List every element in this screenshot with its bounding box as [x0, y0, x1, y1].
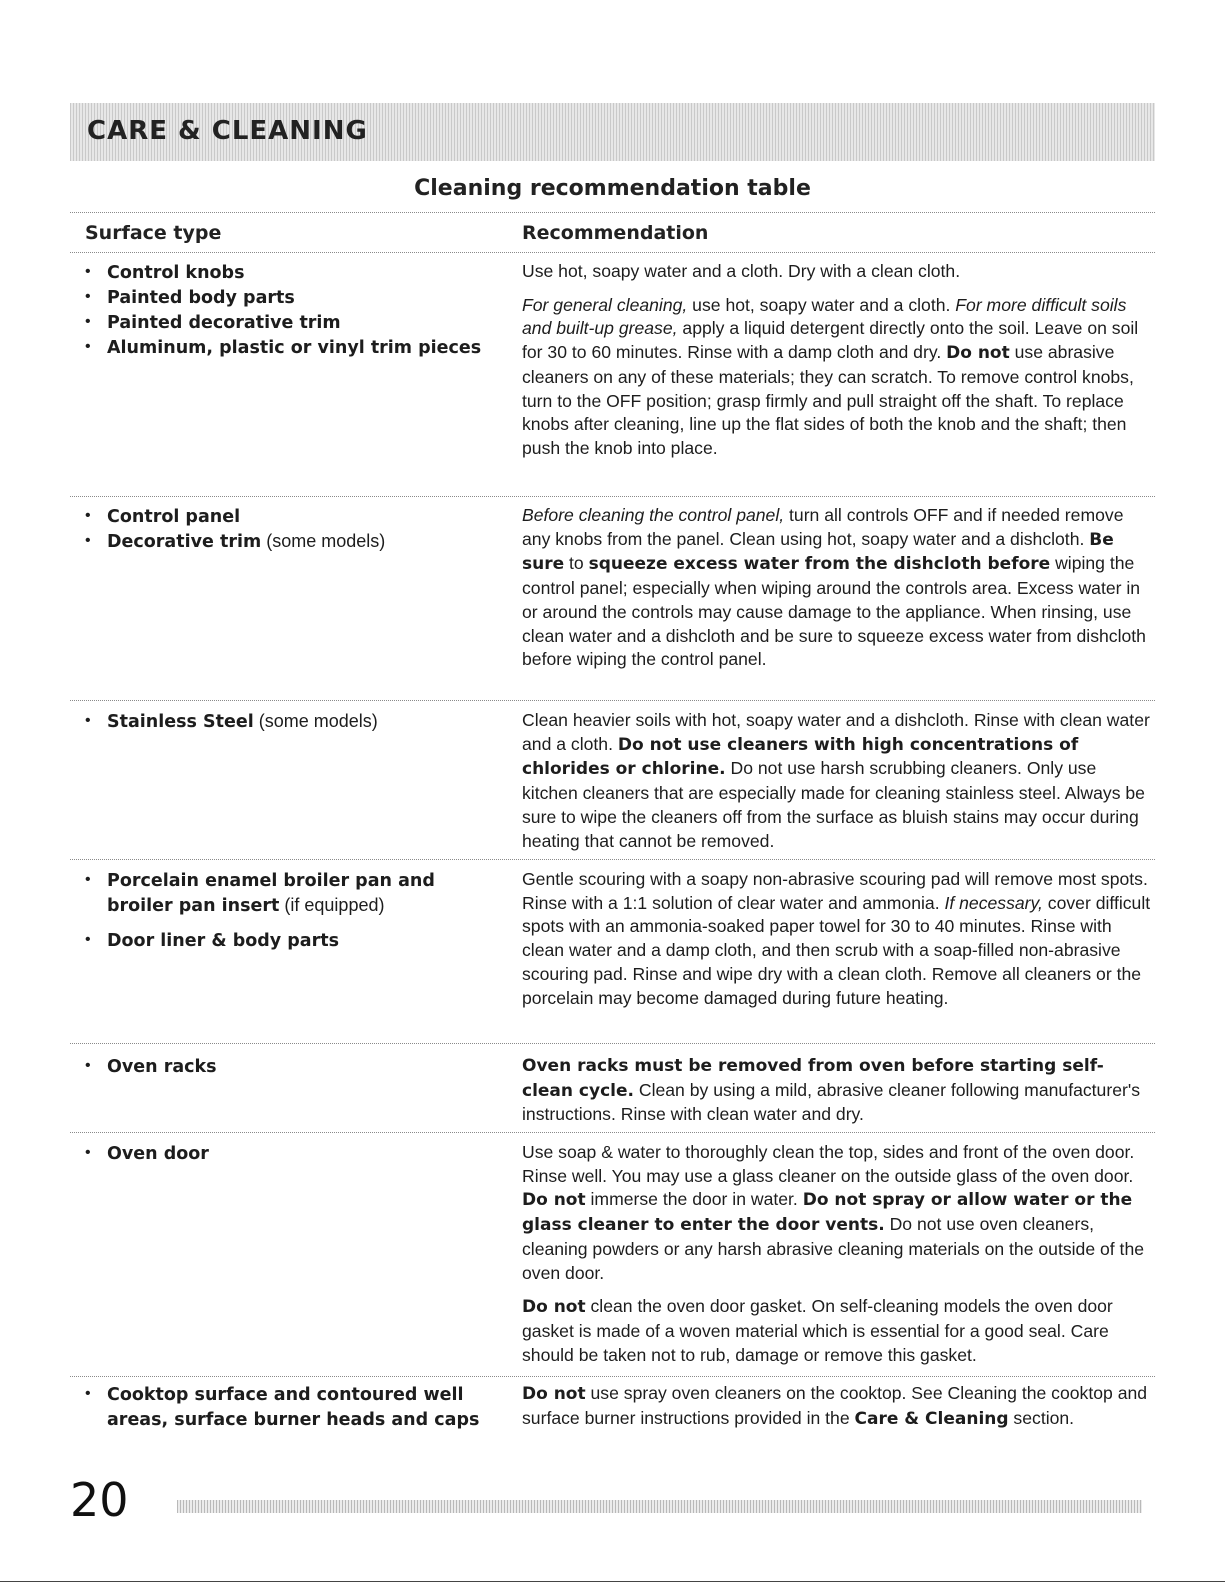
surface-list — [84, 1382, 504, 1432]
surface-list — [84, 868, 504, 953]
list-item: • Stainless Steel (some models) — [84, 709, 504, 734]
list-item: • Control panel — [84, 504, 504, 529]
surface-list — [84, 504, 504, 554]
section-banner — [70, 103, 1155, 161]
list-item: • Oven racks — [84, 1054, 504, 1079]
divider — [70, 496, 1155, 497]
list-item: • Aluminum, plastic or vinyl trim pieces — [84, 335, 504, 360]
list-item: • Decorative trim (some models) — [84, 529, 504, 554]
list-item: • Painted body parts — [84, 285, 504, 310]
page-edge — [0, 1581, 1225, 1582]
surface-list — [84, 1141, 504, 1166]
list-item: • Door liner & body parts — [84, 928, 504, 953]
table-title: Cleaning recommendation table — [414, 176, 811, 201]
list-item: • Oven door — [84, 1141, 504, 1166]
divider — [70, 700, 1155, 701]
surface-list — [84, 709, 504, 734]
recommendation-text: Do not use spray oven cleaners on the cooktop. See Cleaning the cooktop and surface burner instructions provided in the Care & Cleaning section. — [522, 1383, 1148, 1429]
list-item: • Porcelain enamel broiler pan and broiler pan insert (if equipped) — [84, 868, 504, 918]
divider — [70, 1132, 1155, 1133]
surface-list — [84, 260, 504, 360]
surface-list — [84, 1054, 504, 1079]
footer-bar — [177, 1500, 1142, 1513]
recommendation-text: Use hot, soapy water and a cloth. Dry with a clean cloth. For general cleaning, use hot, soapy water and a cloth. For more difficult soils and built-up grease, apply a liquid detergent directly onto the soil. Leave on soil for 30 to 60 minutes. Rinse with a damp cloth and dry. Do not use abrasive cleaners on any of these materials; they can scratch. To remove control knobs, turn to the OFF position; grasp firmly and pull straight off the shaft. To replace knobs after cleaning, line up the flat sides of both the knob and the shaft; then push the knob into place. — [522, 261, 1139, 458]
recommendation-text: Gentle scouring with a soapy non-abrasive scouring pad will remove most spots. Rinse with a 1:1 solution of clear water and ammonia. If necessary, cover difficult spots with an ammonia-soaked paper towel for 30 to 40 minutes. Rinse with clean water and a damp cloth, and then scrub with a soap-filled non-abrasive scouring pad. Rinse and wipe dry with a clean cloth. Remove all cleaners or the porcelain may become damaged during future heating. — [522, 869, 1151, 1008]
divider — [70, 212, 1155, 213]
divider — [70, 1376, 1155, 1377]
recommendation-text: Use soap & water to thoroughly clean the top, sides and front of the oven door. Rinse well. You may use a glass cleaner on the outside glass of the oven door. Do not immerse the door in water. Do not spray or allow water or the glass cleaner to enter the door vents. Do not use oven cleaners, cleaning powders or any harsh abrasive cleaning materials on the outside of the oven door. Do not clean the oven door gasket. On self-cleaning models the oven door gasket is made of a woven material which is essential for a good seal. Care should be taken not to rub, damage or remove this gasket. — [522, 1142, 1145, 1365]
divider — [70, 252, 1155, 253]
list-item: • Painted decorative trim — [84, 310, 504, 335]
divider — [70, 1043, 1155, 1044]
list-item: • Control knobs — [84, 260, 504, 285]
list-item: • Cooktop surface and contoured well areas, surface burner heads and caps — [84, 1382, 504, 1432]
section-title: CARE & CLEANING — [87, 116, 368, 146]
recommendation-text: Clean heavier soils with hot, soapy water and a dishcloth. Rinse with clean water and a cloth. Do not use cleaners with high concentrations of chlorides or chlorine. Do not use harsh scrubbing cleaners. Only use kitchen cleaners that are especially made for cleaning stainless steel. Always be sure to wipe the cleaners off from the surface as bluish stains may occur during heating that cannot be removed. — [522, 710, 1150, 851]
page-number: 20 — [70, 1473, 129, 1527]
column-header-surface: Surface type — [85, 222, 222, 244]
recommendation-text: Oven racks must be removed from oven before starting self-clean cycle. Clean by using a mild, abrasive cleaner following manufacturer's instructions. Rinse with clean water and dry. — [522, 1056, 1140, 1125]
column-header-recommendation: Recommendation — [522, 222, 709, 244]
recommendation-text: Before cleaning the control panel, turn all controls OFF and if needed remove any knobs from the panel. Clean using hot, soapy water and a dishcloth. Be sure to squeeze excess water from the dishcloth before wiping the control panel; especially when wiping around the controls area. Excess water in or around the controls may cause damage to the appliance. When rinsing, use clean water and a dishcloth and be sure to squeeze excess water from dishcloth before wiping the control panel. — [522, 505, 1146, 670]
divider — [70, 859, 1155, 860]
